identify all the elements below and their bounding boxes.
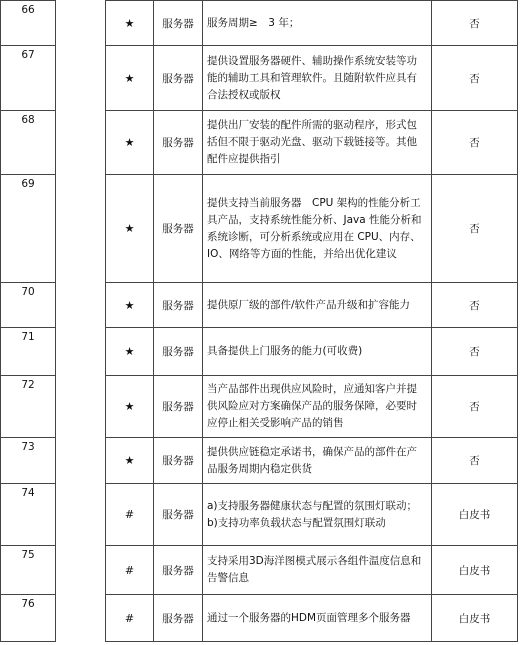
star-icon: ★: [106, 175, 154, 283]
description-cell: 提供出厂安装的配件所需的驱动程序，形式包括但不限于驱动光盘、驱动下载链接等。其他配件应提供指引: [203, 111, 432, 175]
star-icon: ★: [106, 283, 154, 328]
star-icon: ★: [106, 376, 154, 438]
row-number: 74: [1, 484, 56, 546]
result-cell: 否: [432, 376, 518, 438]
result-cell: 否: [432, 111, 518, 175]
star-icon: ★: [106, 328, 154, 376]
description-cell: 具备提供上门服务的能力(可收费): [203, 328, 432, 376]
result-cell: 否: [432, 438, 518, 484]
table-row: [1, 46, 518, 111]
result-cell: 白皮书: [432, 546, 518, 595]
category-cell: 服务器: [154, 438, 203, 484]
hash-icon: #: [106, 595, 154, 642]
row-number: 68: [1, 111, 56, 175]
result-cell: 否: [432, 175, 518, 283]
category-cell: 服务器: [154, 175, 203, 283]
star-icon: ★: [106, 46, 154, 111]
table-row: [1, 546, 518, 595]
category-cell: 服务器: [154, 484, 203, 546]
description-cell: 支持采用3D海洋图模式展示各组件温度信息和告警信息: [203, 546, 432, 595]
row-number: 72: [1, 376, 56, 438]
description-cell: 通过一个服务器的HDM页面管理多个服务器: [203, 595, 432, 642]
category-cell: 服务器: [154, 111, 203, 175]
description-cell: 提供供应链稳定承诺书，确保产品的部件在产品服务周期内稳定供货: [203, 438, 432, 484]
row-number: 67: [1, 46, 56, 111]
table-row: [1, 595, 518, 642]
category-cell: 服务器: [154, 328, 203, 376]
row-number: 75: [1, 546, 56, 595]
description-cell: 当产品部件出现供应风险时，应通知客户并提供风险应对方案确保产品的服务保障，必要时应停止相关受影响产品的销售: [203, 376, 432, 438]
category-cell: 服务器: [154, 376, 203, 438]
table-row: [1, 175, 518, 283]
row-number: 70: [1, 283, 56, 328]
row-number: 76: [1, 595, 56, 642]
table-row: [1, 111, 518, 175]
category-cell: 服务器: [154, 1, 203, 46]
category-cell: 服务器: [154, 283, 203, 328]
result-cell: 白皮书: [432, 595, 518, 642]
result-cell: 否: [432, 1, 518, 46]
row-number: 69: [1, 175, 56, 283]
table-row: [1, 376, 518, 438]
row-number: 66: [1, 1, 56, 46]
table-row: [1, 328, 518, 376]
result-cell: 白皮书: [432, 484, 518, 546]
result-cell: 否: [432, 283, 518, 328]
table-row: [1, 283, 518, 328]
hash-icon: #: [106, 546, 154, 595]
table-row: [1, 1, 518, 46]
description-cell: 提供支持当前服务器 CPU 架构的性能分析工具产品，支持系统性能分析、Java 性能分析和系统诊断，可分析系统或应用在 CPU、内存、IO、网络等方面的性能，并给出优化建议: [203, 175, 432, 283]
star-icon: ★: [106, 111, 154, 175]
hash-icon: #: [106, 484, 154, 546]
star-icon: ★: [106, 438, 154, 484]
category-cell: 服务器: [154, 46, 203, 111]
table-row: [1, 484, 518, 546]
table-row: [1, 438, 518, 484]
description-cell: a)支持服务器健康状态与配置的氛围灯联动；b)支持功率负载状态与配置氛围灯联动: [203, 484, 432, 546]
row-number: 73: [1, 438, 56, 484]
description-cell: 服务周期≥ 3 年；: [203, 1, 432, 46]
result-cell: 否: [432, 328, 518, 376]
star-icon: ★: [106, 1, 154, 46]
result-cell: 否: [432, 46, 518, 111]
category-cell: 服务器: [154, 595, 203, 642]
row-number: 71: [1, 328, 56, 376]
category-cell: 服务器: [154, 546, 203, 595]
description-cell: 提供原厂级的部件/软件产品升级和扩容能力: [203, 283, 432, 328]
description-cell: 提供设置服务器硬件、辅助操作系统安装等功能的辅助工具和管理软件。且随附软件应具有合法授权或版权: [203, 46, 432, 111]
